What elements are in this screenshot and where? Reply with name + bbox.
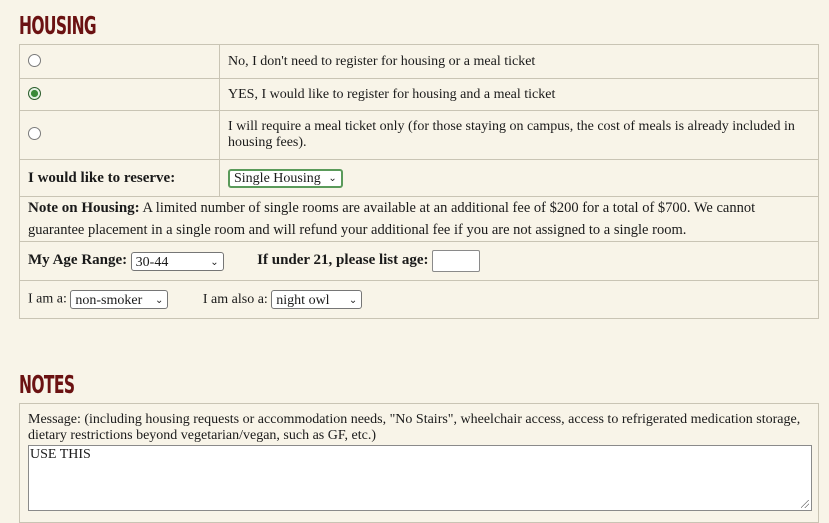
sleep-label: I am also a: <box>202 291 268 307</box>
notes-panel <box>19 403 819 523</box>
chevron-down-icon: ⌄ <box>210 256 219 268</box>
smoker-value: non-smoker <box>75 293 143 308</box>
age-cell <box>20 242 819 281</box>
radio-cell <box>20 45 220 79</box>
note-row <box>20 197 819 242</box>
age-row <box>20 242 819 281</box>
housing-table <box>19 44 819 319</box>
resize-grip-icon[interactable] <box>801 500 809 508</box>
reserve-row <box>20 160 819 197</box>
sleep-select[interactable] <box>271 290 362 309</box>
housing-note <box>20 197 819 242</box>
message-label: Message: (including housing requests or accommodation needs, "No Stairs", wheelchair access, access to refrigerated medication storage, dietary restrictions beyond vegetarian/vegan, such as GF, etc.) <box>28 412 801 443</box>
chevron-down-icon: ⌄ <box>328 172 337 184</box>
reserve-label: I would like to reserve: <box>20 160 220 197</box>
reserve-select-value: Single Housing <box>234 170 321 186</box>
housing-option-row <box>20 45 819 79</box>
chevron-down-icon: ⌄ <box>348 295 358 306</box>
note-text: A limited number of single rooms are available at an additional fee of $200 for a total of $700. We cannot guarantee placement in a single room and will refund your additional fee if you are not assigned to a single room. <box>28 200 756 238</box>
housing-option-row <box>20 79 819 111</box>
lifestyle-cell <box>20 281 819 319</box>
radio-cell <box>20 79 220 111</box>
under21-age-input[interactable] <box>432 250 480 272</box>
reserve-cell <box>220 160 819 197</box>
sleep-value: night owl <box>276 293 330 308</box>
age-range-select[interactable] <box>131 252 224 271</box>
notes-heading: NOTES <box>19 370 75 399</box>
message-text: USE THIS <box>30 447 91 462</box>
smoker-label: I am a: <box>28 291 67 307</box>
housing-option-no-label: No, I don't need to register for housing or a meal ticket <box>220 45 819 79</box>
chevron-down-icon: ⌄ <box>154 295 164 306</box>
message-textarea[interactable] <box>28 445 812 511</box>
smoker-select[interactable] <box>70 290 168 309</box>
housing-heading: HOUSING <box>19 11 97 40</box>
radio-cell <box>20 111 220 160</box>
age-range-value: 30-44 <box>135 254 169 270</box>
housing-option-meal-only-radio[interactable] <box>28 127 41 140</box>
housing-option-meal-only-label: I will require a meal ticket only (for those staying on campus, the cost of meals is already included in housing fees). <box>220 111 819 160</box>
reserve-select[interactable] <box>228 169 343 188</box>
housing-option-row <box>20 111 819 160</box>
lifestyle-row <box>20 281 819 319</box>
age-range-label: My Age Range: <box>28 252 128 269</box>
under21-label: If under 21, please list age: <box>257 252 429 269</box>
housing-option-no-radio[interactable] <box>28 54 41 67</box>
note-label: Note on Housing: <box>28 200 140 216</box>
housing-option-yes-label: YES, I would like to register for housing and a meal ticket <box>220 79 819 111</box>
housing-option-yes-radio[interactable] <box>28 87 41 100</box>
